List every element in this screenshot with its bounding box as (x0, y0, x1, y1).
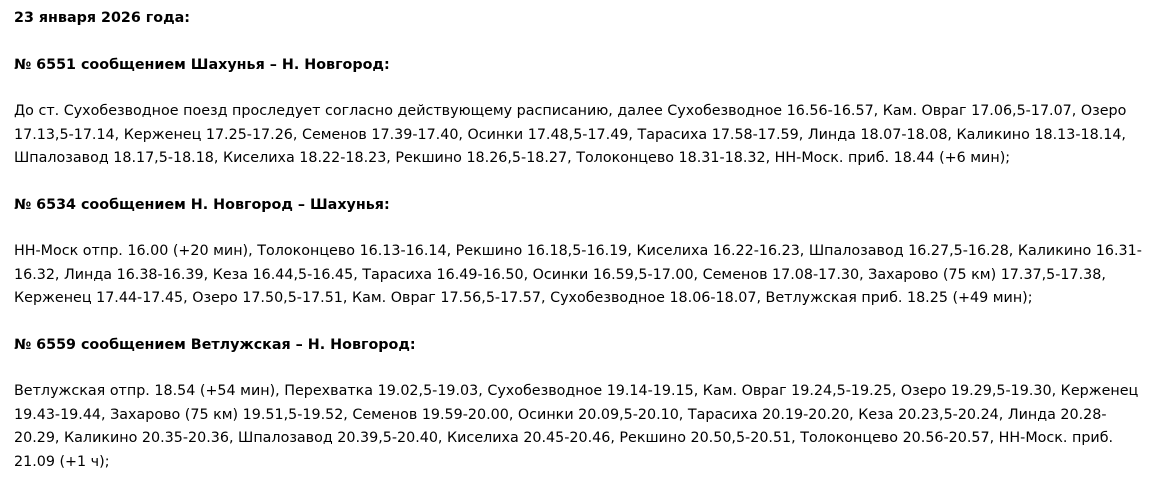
train-heading-6534: № 6534 сообщением Н. Новгород – Шахунья: (14, 196, 390, 213)
train-schedule-6551: До ст. Сухобезводное поезд проследует согласно действующему расписанию, далее Сухобезводное 16.56-16.57, Кам. Овраг 17.06,5-17.07, Озеро 17.13,5-17.14, Керженец 17.25-17.26, Семенов 17.39-17.40, Осинки 17.48,5-17.49, Тарасиха 17.58-17.59, Линда 18.07-18.08, Каликино 18.13-18.14, Шпалозавод 18.17,5-18.18, Киселиха 18.22-18.23, Рекшино 18.26,5-18.27, Толоконцево 18.31-18.32, НН-Моск. приб. 18.44 (+6 мин); (14, 103, 1127, 166)
date-heading: 23 января 2026 года: (14, 10, 190, 26)
train-heading-6551: № 6551 сообщением Шахунья – Н. Новгород: (14, 56, 390, 73)
train-schedule-6534: НН-Моск отпр. 16.00 (+20 мин), Толоконцево 16.13-16.14, Рекшино 16.18,5-16.19, Киселиха 16.22-16.23, Шпалозавод 16.27,5-16.28, Каликино 16.31-16.32, Линда 16.38-16.39, Кеза 16.44,5-16.45, Тарасиха 16.49-16.50, Осинки 16.59,5-17.00, Семенов 17.08-17.30, Захарово (75 км) 17.37,5-17.38, Керженец 17.44-17.45, Озеро 17.50,5-17.51, Кам. Овраг 17.56,5-17.57, Сухобезводное 18.06-18.07, Ветлужская приб. 18.25 (+49 мин); (14, 243, 1142, 306)
train-heading-6559: № 6559 сообщением Ветлужская – Н. Новгород: (14, 336, 416, 353)
train-schedule-6559: Ветлужская отпр. 18.54 (+54 мин), Перехватка 19.02,5-19.03, Сухобезводное 19.14-19.15, Кам. Овраг 19.24,5-19.25, Озеро 19.29,5-19.30, Керженец 19.43-19.44, Захарово (75 км) 19.51,5-19.52, Семенов 19.59-20.00, Осинки 20.09,5-20.10, Тарасиха 20.19-20.20, Кеза 20.23,5-20.24, Линда 20.28-20.29, Каликино 20.35-20.36, Шпалозавод 20.39,5-20.40, Киселиха 20.45-20.46, Рекшино 20.50,5-20.51, Толоконцево 20.56-20.57, НН-Моск. приб. 21.09 (+1 ч); (14, 383, 1139, 470)
